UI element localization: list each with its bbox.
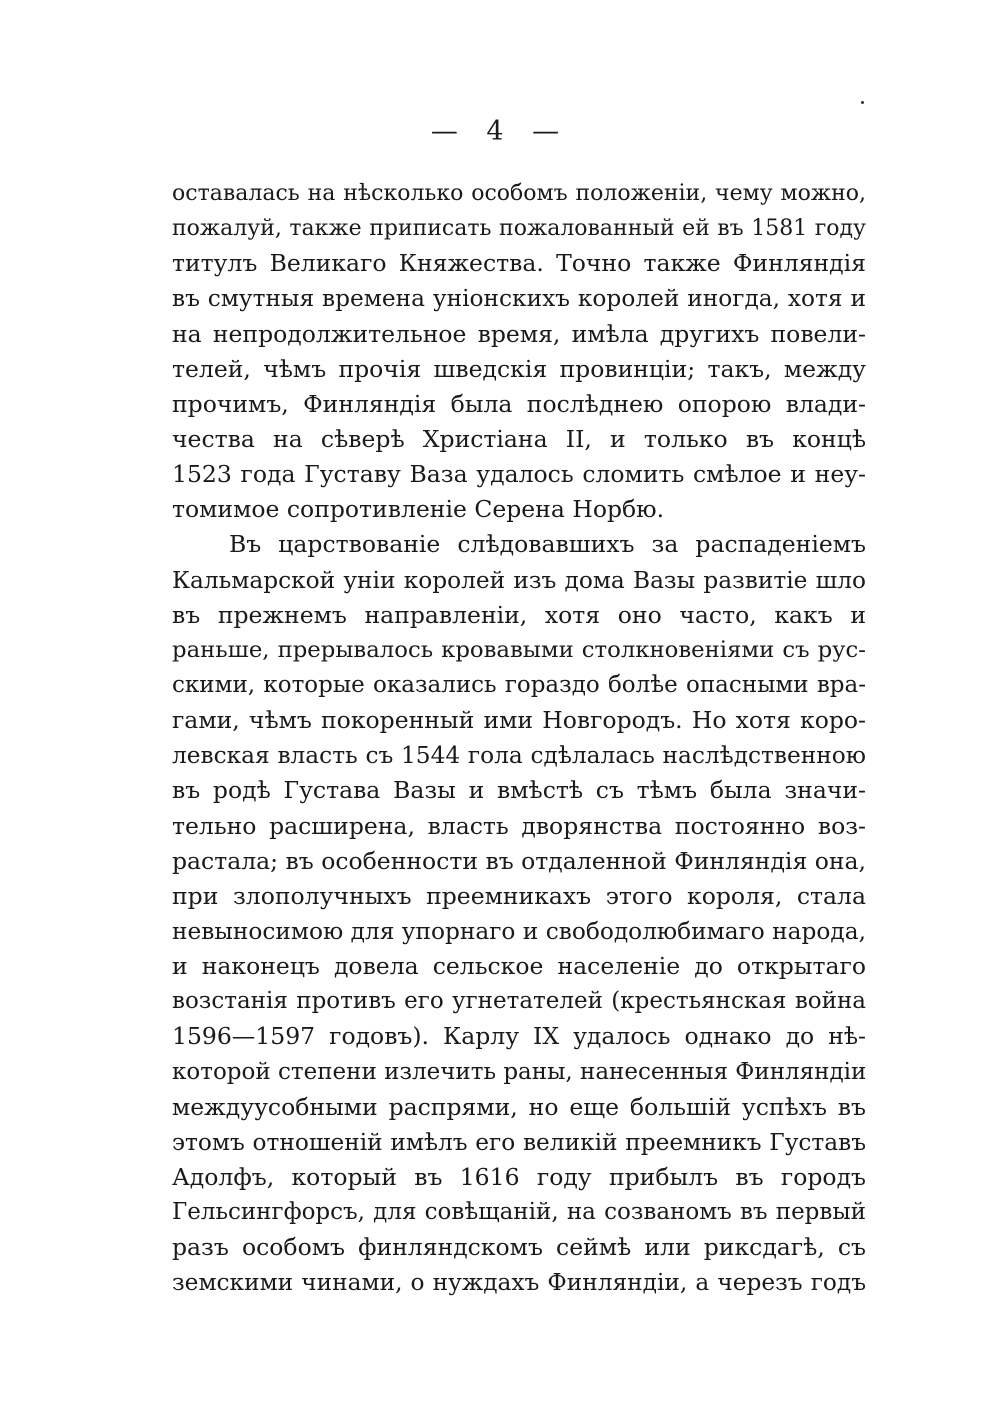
text-line: скими, которые оказались гораздо болѣе опасными вра- (172, 671, 866, 698)
text-line: въ прежнемъ направленіи, хотя оно часто, какъ и (172, 600, 866, 629)
text-line: при злополучныхъ преемникахъ этого короля, стала (172, 881, 866, 910)
text-line: возстанія противъ его угнетателей (крестьянская война (172, 988, 866, 1015)
text-line: въ родѣ Густава Вазы и вмѣстѣ съ тѣмъ была значи- (172, 776, 866, 805)
text-line: на непродолжительное время, имѣла другихъ повели- (172, 319, 866, 348)
text-line: земскими чинами, о нуждахъ Финляндіи, а черезъ годъ (172, 1269, 866, 1297)
text-line: левская власть съ 1544 гола сдѣлалась наслѣдственною (172, 742, 866, 770)
text-line: тельно расширена, власть дворянства постоянно воз- (172, 811, 866, 840)
text-line: въ смутныя времена уніонскихъ королей иногда, хотя и (172, 285, 866, 313)
text-line: этомъ отношеній имѣлъ его великій преемникъ Густавъ (172, 1128, 866, 1156)
text-line: Гельсингфорсъ, для совѣщаній, на созваномъ въ первый (172, 1199, 866, 1226)
text-line: 1596—1597 годовъ). Карлу IX удалось однако до нѣ- (172, 1022, 866, 1051)
text-line: и наконецъ довела сельское населеніе до открытаго (172, 952, 866, 981)
text-line: прочимъ, Финляндія была послѣднею опорою влади- (172, 389, 866, 418)
text-line: междуусобными распрями, но еще большій успѣхъ въ (172, 1092, 866, 1121)
text-line: разъ особомъ финляндскомъ сеймѣ или риксдагѣ, съ (172, 1233, 866, 1262)
text-line: пожалуй, также приписать пожалованный ей въ 1581 году (172, 216, 866, 242)
text-line: телей, чѣмъ прочія шведскія провинціи; такъ, между (172, 354, 866, 383)
text-line-paragraph-start: Въ царствованіе слѣдовавшихъ за распаденіемъ (229, 530, 866, 559)
ink-speck (861, 101, 864, 104)
text-line: раньше, прерывалось кровавыми столкновеніями съ рус- (172, 636, 866, 663)
text-line: титулъ Великаго Княжества. Точно также Финляндія (172, 249, 866, 278)
text-line: оставалась на нѣсколько особомъ положеніи, чему можно, (172, 181, 866, 206)
text-line: чества на сѣверѣ Христіана II, и только въ концѣ (172, 424, 866, 453)
text-line: которой степени излечить раны, нанесенныя Финляндіи (172, 1058, 867, 1085)
text-line: Адолфъ, который въ 1616 году прибылъ въ городъ (172, 1162, 866, 1191)
text-line: невыносимою для упорнаго и свободолюбимаго народа, (172, 917, 866, 945)
page-number: — 4 — (430, 116, 570, 147)
text-line-paragraph-end: томимое сопротивленіе Серена Норбю. (172, 495, 665, 524)
body-text (172, 176, 866, 1301)
text-line: 1523 года Густаву Ваза удалось сломить смѣлое и неу- (172, 460, 866, 489)
text-line: Кальмарской уніи королей изъ дома Вазы развитіе шло (172, 566, 866, 594)
text-line: растала; въ особенности въ отдаленной Финляндія она, (172, 846, 867, 875)
text-line: гами, чѣмъ покоренный ими Новгородъ. Но хотя коро- (172, 706, 866, 735)
